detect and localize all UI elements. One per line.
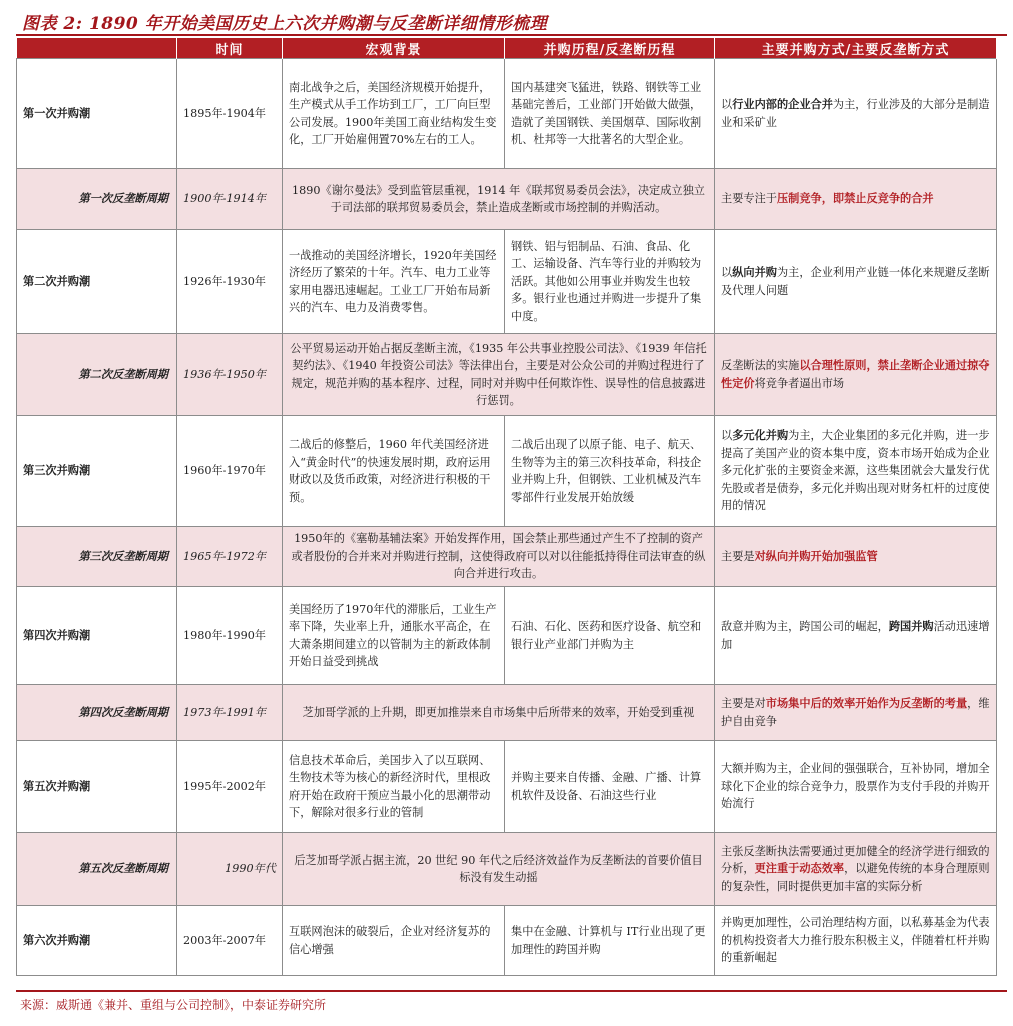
title-divider [16, 34, 1007, 36]
row-antitrust-history: 后芝加哥学派占据主流，20 世纪 90 年代之后经济效益作为反垄断法的首要价值目标没有发生动摇 [283, 833, 715, 906]
method-highlight: 以合理性原则，禁止垄断企业通过掠夺性定价 [721, 358, 990, 390]
row-method [715, 416, 997, 527]
table-row [17, 169, 997, 230]
table-row [17, 334, 997, 416]
header-period: 时间 [177, 38, 283, 59]
row-history: 国内基建突飞猛进，铁路、钢铁等工业基础完善后，工业部门开始做大做强，造就了美国钢铁、美国烟草、国际收割机、杜邦等一大批著名的大型企业。 [505, 59, 715, 169]
header-history: 并购历程/反垄断历程 [505, 38, 715, 59]
method-text: 活动迅速增加 [721, 620, 990, 651]
merger-antitrust-table [16, 38, 997, 976]
row-method [715, 741, 997, 833]
row-method [715, 59, 997, 169]
method-text: 主要专注于 [721, 192, 777, 206]
row-label: 第五次并购潮 [17, 741, 177, 833]
row-period: 1960年-1970年 [177, 416, 283, 527]
row-period: 1965年-1972年 [177, 527, 283, 587]
row-method [715, 169, 997, 230]
table-header-row [17, 38, 997, 59]
method-text: 大额并购为主，企业间的强强联合，互补协同，增加全球化下企业的综合竞争力，股票作为支付手段的并购开始流行 [721, 762, 990, 811]
method-text: ，维护自由竞争 [721, 697, 990, 728]
row-method [715, 230, 997, 334]
row-period: 1995年-2002年 [177, 741, 283, 833]
row-label: 第一次并购潮 [17, 59, 177, 169]
method-text: 以 [721, 98, 733, 111]
row-period: 1980年-1990年 [177, 587, 283, 685]
row-history: 石油、石化、医药和医疗设备、航空和银行业产业部门并购为主 [505, 587, 715, 685]
row-label: 第一次反垄断周期 [17, 169, 177, 230]
method-emphasis: 跨国并购 [888, 619, 934, 633]
method-highlight: 对纵向并购开始加强监管 [754, 548, 878, 563]
row-antitrust-history: 1890《谢尔曼法》受到监管层重视，1914 年《联邦贸易委员会法》，决定成立独立于司法部的联邦贸易委员会，禁止造成垄断或市场控制的并购活动。 [283, 169, 715, 230]
row-period: 1973年-1991年 [177, 685, 283, 741]
row-method [715, 587, 997, 685]
method-highlight: 更注重于动态效率 [754, 861, 845, 876]
table-row [17, 527, 997, 587]
row-period: 1936年-1950年 [177, 334, 283, 416]
method-text: ，以避免传统的本身合理原则的复杂性，同时提供更加丰富的实际分析 [721, 862, 990, 893]
row-history: 二战后出现了以原子能、电子、航天、生物等为主的第三次科技革命，科技企业并购上升，但钢铁、工业机械及汽车零部件行业发展开始放缓 [505, 416, 715, 527]
method-emphasis: 纵向并购 [732, 265, 777, 279]
method-emphasis: 多元化并购 [732, 428, 789, 443]
row-antitrust-history: 公平贸易运动开始占据反垄断主流，《1935 年公共事业控股公司法》、《1939 年信托契约法》、《1940 年投资公司法》等法律出台，主要是对公众公司的并购过程进行了规定，规范并购的基本程序、过程，同时对并购中任何欺诈性、误导性的信息披露进行惩罚。 [283, 334, 715, 416]
row-history: 并购主要来自传播、金融、广播、计算机软件及设备、石油这些行业 [505, 741, 715, 833]
figure-title: 图表 2: 1890 年开始美国历史上六次并购潮与反垄断详细情形梳理 [22, 14, 548, 34]
row-antitrust-history: 芝加哥学派的上升期，即更加推崇来自市场集中后所带来的效率，开始受到重视 [283, 685, 715, 741]
source-note: 来源：威斯通《兼并、重组与公司控制》，中泰证券研究所 [20, 998, 327, 1012]
method-text: 主张反垄断执法需要通过更加健全的经济学进行细致的分析， [721, 844, 990, 876]
header-label [17, 38, 177, 59]
row-method [715, 527, 997, 587]
table-row [17, 741, 997, 833]
row-method [715, 833, 997, 906]
table-row [17, 230, 997, 334]
row-label: 第二次反垄断周期 [17, 334, 177, 416]
method-text: 并购更加理性，公司治理结构方面，以私募基金为代表的机构投资者大力推行股东积极主义，伴随着杠杆并购的重新崛起 [721, 916, 990, 965]
table-row [17, 59, 997, 169]
row-period: 2003年-2007年 [177, 906, 283, 976]
table-row [17, 416, 997, 527]
row-label: 第二次并购潮 [17, 230, 177, 334]
row-method [715, 685, 997, 741]
footer-divider [16, 990, 1007, 992]
table-row [17, 906, 997, 976]
row-method [715, 334, 997, 416]
method-text: 反垄断法的实施 [721, 359, 800, 372]
row-label: 第三次并购潮 [17, 416, 177, 527]
row-background: 南北战争之后，美国经济规模开始提升，生产模式从手工作坊到工厂，工厂向巨型公司发展。1900年美国工商业结构发生变化，工厂开始雇佣置70%左右的工人。 [283, 59, 505, 169]
row-period: 1895年-1904年 [177, 59, 283, 169]
table-row [17, 587, 997, 685]
row-background: 一战推动的美国经济增长，1920年美国经济经历了繁荣的十年。汽车、电力工业等家用电器迅速崛起。工业工厂开始布局新兴的汽车、电力及消费零售。 [283, 230, 505, 334]
table-row [17, 833, 997, 906]
method-text: 主要是对 [721, 697, 766, 710]
method-text: 为主，行业涉及的大部分是制造业和采矿业 [721, 98, 990, 129]
row-antitrust-history: 1950年的《塞勒基辅法案》开始发挥作用，国会禁止那些通过产生不了控制的资产或者股份的合并来对并购进行控制，这使得政府可以对以往能抵持得住司法审查的纵向合并进行攻击。 [283, 527, 715, 587]
method-emphasis: 行业内部的企业合并 [732, 97, 833, 111]
row-period: 1990年代 [177, 833, 283, 906]
row-period: 1900年-1914年 [177, 169, 283, 230]
method-text: 敌意并购为主，跨国公司的崛起， [721, 620, 889, 633]
row-history: 钢铁、铝与铝制品、石油、食品、化工、运输设备、汽车等行业的并购较为活跃。其他如公用事业并购发生也较多。银行业也通过并购进一步提升了集中度。 [505, 230, 715, 334]
method-text: 以 [721, 266, 733, 279]
method-text: 将竞争者逼出市场 [754, 376, 845, 390]
method-text: 以 [721, 429, 733, 443]
method-text: 为主，大企业集团的多元化并购，进一步提高了美国产业的资本集中度，资本市场开始成为企业多元化扩张的主要资金来源，这些集团就会大量发行优先股或者是债券，多元化并购出现对财务杠杆的过度使用的情况 [721, 429, 990, 513]
row-background: 互联网泡沫的破裂后，企业对经济复苏的信心增强 [283, 906, 505, 976]
row-history: 集中在金融、计算机与 IT行业出现了更加理性的跨国并购 [505, 906, 715, 976]
row-label: 第六次并购潮 [17, 906, 177, 976]
row-background: 信息技术革命后，美国步入了以互联网、生物技术等为核心的新经济时代，里根政府开始在政府干预应当最小化的思潮带动下，解除对很多行业的管制 [283, 741, 505, 833]
row-background: 二战后的修整后，1960 年代美国经济进入“黄金时代”的快速发展时期，政府运用财政以及货币政策，对经济进行积极的干预。 [283, 416, 505, 527]
row-label: 第四次反垄断周期 [17, 685, 177, 741]
method-text: 主要是 [721, 549, 755, 563]
header-background: 宏观背景 [283, 38, 505, 59]
row-method [715, 906, 997, 976]
row-label: 第四次并购潮 [17, 587, 177, 685]
row-label: 第三次反垄断周期 [17, 527, 177, 587]
row-label: 第五次反垄断周期 [17, 833, 177, 906]
row-period: 1926年-1930年 [177, 230, 283, 334]
table-row [17, 685, 997, 741]
method-text: 为主，企业利用产业链一体化来规避反垄断及代理人问题 [721, 266, 990, 297]
header-methods: 主要并购方式/主要反垄断方式 [715, 38, 997, 59]
method-highlight: 市场集中后的效率开始作为反垄断的考量 [765, 696, 968, 710]
method-highlight: 压制竞争，即禁止反竞争的合并 [776, 191, 934, 206]
row-background: 美国经历了1970年代的滞胀后，工业生产率下降，失业率上升，通胀水平高企，在大萧条期间建立的以管制为主的新政体制开始日益受到挑战 [283, 587, 505, 685]
